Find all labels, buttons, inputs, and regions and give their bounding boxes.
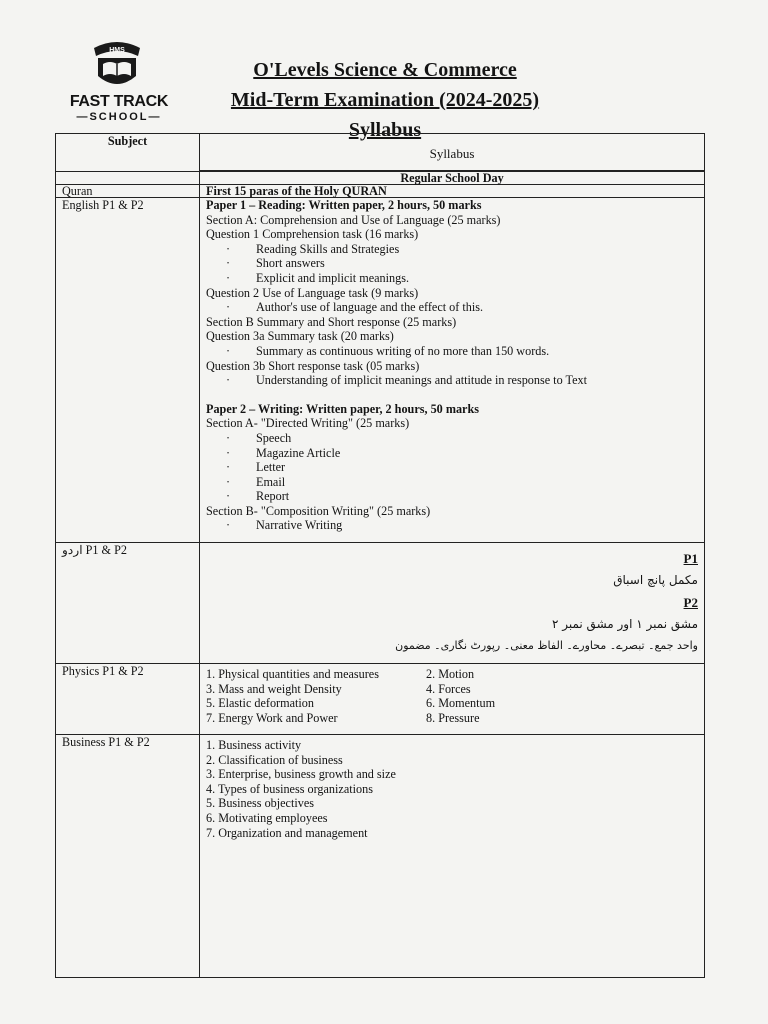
list-item: · Narrative Writing bbox=[206, 518, 698, 533]
list-item: 1. Business activity bbox=[206, 738, 302, 752]
list-item: 5. Business objectives bbox=[206, 796, 314, 811]
list-item: 3. Enterprise, business growth and size bbox=[206, 767, 396, 782]
subject-urdu: اردو P1 & P2 bbox=[56, 543, 200, 664]
subject-english: English P1 & P2 bbox=[56, 198, 200, 543]
list-item: · Reading Skills and Strategies bbox=[206, 242, 698, 257]
list-item: 7. Organization and management bbox=[206, 825, 368, 840]
business-syllabus bbox=[200, 735, 705, 978]
list-item: · Email bbox=[206, 475, 698, 490]
list-item: · Explicit and implicit meanings. bbox=[206, 271, 698, 286]
table-row bbox=[56, 735, 705, 978]
subject-physics: Physics P1 & P2 bbox=[56, 664, 200, 735]
title-line-2: Mid-Term Examination (2024-2025) bbox=[230, 89, 540, 111]
list-item: · Magazine Article bbox=[206, 446, 698, 461]
section-b: Section B Summary and Short response (25 marks) bbox=[206, 314, 457, 329]
urdu-p2-text-1: مشق نمبر ۱ اور مشق نمبر ۲ bbox=[551, 617, 698, 631]
list-item: 1. Physical quantities and measures bbox=[206, 667, 379, 681]
list-item: · Report bbox=[206, 489, 698, 504]
list-item: · Speech bbox=[206, 431, 698, 446]
list-item: 8. Pressure bbox=[426, 710, 480, 725]
list-item: · Short answers bbox=[206, 256, 698, 271]
list-item: 2. Motion bbox=[426, 667, 475, 681]
english-syllabus bbox=[200, 198, 705, 543]
quran-syllabus: First 15 paras of the Holy QURAN bbox=[200, 185, 705, 198]
list-item: 2. Classification of business bbox=[206, 752, 343, 767]
list-item: 6. Motivating employees bbox=[206, 810, 328, 825]
paper2-section-a: Section A- "Directed Writing" (25 marks) bbox=[206, 416, 410, 431]
urdu-p2-text-2: واحد جمع۔ تبصرے۔ محاورے۔ الفاظ معنی۔ رپورٹ نگاری۔ مضمون bbox=[395, 639, 698, 652]
urdu-p1-label: P1 bbox=[683, 551, 698, 566]
urdu-p2-label: P2 bbox=[683, 595, 698, 610]
title-line-1: O'Levels Science & Commerce bbox=[253, 59, 517, 81]
list-item: 5. Elastic deformation bbox=[206, 696, 314, 711]
table-row bbox=[56, 543, 705, 664]
table-row bbox=[56, 198, 705, 543]
list-item: 6. Momentum bbox=[426, 696, 496, 711]
urdu-p1-text: مکمل پانچ اسباق bbox=[613, 573, 698, 587]
paper2-section-b: Section B- "Composition Writing" (25 marks) bbox=[206, 503, 431, 518]
question-3b: Question 3b Short response task (05 marks) bbox=[206, 358, 420, 373]
table-header-row bbox=[56, 134, 705, 171]
regular-day-row bbox=[56, 172, 705, 185]
logo-text-line2: —SCHOOL— bbox=[76, 111, 162, 123]
table-row bbox=[56, 185, 705, 198]
list-item: 4. Types of business organizations bbox=[206, 781, 373, 796]
title-line-3: Syllabus bbox=[348, 119, 422, 141]
question-1: Question 1 Comprehension task (16 marks) bbox=[206, 227, 419, 242]
list-item: · Author's use of language and the effect of this. bbox=[206, 300, 698, 315]
list-item: · Letter bbox=[206, 460, 698, 475]
section-a: Section A: Comprehension and Use of Language (25 marks) bbox=[206, 212, 501, 227]
list-item: · Summary as continuous writing of no more than 150 words. bbox=[206, 344, 698, 359]
syllabus-header: Syllabus bbox=[200, 134, 705, 171]
list-item: 4. Forces bbox=[426, 681, 471, 696]
logo-text-line1: FAST TRACK bbox=[69, 93, 169, 110]
list-item: · Understanding of implicit meanings and attitude in response to Text bbox=[206, 373, 698, 388]
document-heading bbox=[195, 55, 575, 145]
question-3a: Question 3a Summary task (20 marks) bbox=[206, 329, 394, 344]
logo-badge: HMS bbox=[109, 47, 125, 54]
physics-syllabus bbox=[200, 664, 705, 735]
subject-quran: Quran bbox=[56, 185, 200, 198]
table-row bbox=[56, 664, 705, 735]
list-item: 3. Mass and weight Density bbox=[206, 681, 342, 696]
subject-business: Business P1 & P2 bbox=[56, 735, 200, 978]
regular-day-label: Regular School Day bbox=[200, 172, 705, 185]
paper1-title: Paper 1 – Reading: Written paper, 2 hours, 50 marks bbox=[206, 198, 482, 212]
question-2: Question 2 Use of Language task (9 marks) bbox=[206, 285, 419, 300]
subject-header: Subject bbox=[56, 134, 200, 172]
urdu-syllabus bbox=[200, 543, 705, 664]
syllabus-table bbox=[55, 133, 705, 978]
list-item: 7. Energy Work and Power bbox=[206, 710, 338, 725]
school-logo bbox=[55, 36, 190, 130]
paper2-title: Paper 2 – Writing: Written paper, 2 hours, 50 marks bbox=[206, 401, 479, 416]
shield-book-icon bbox=[88, 36, 146, 94]
